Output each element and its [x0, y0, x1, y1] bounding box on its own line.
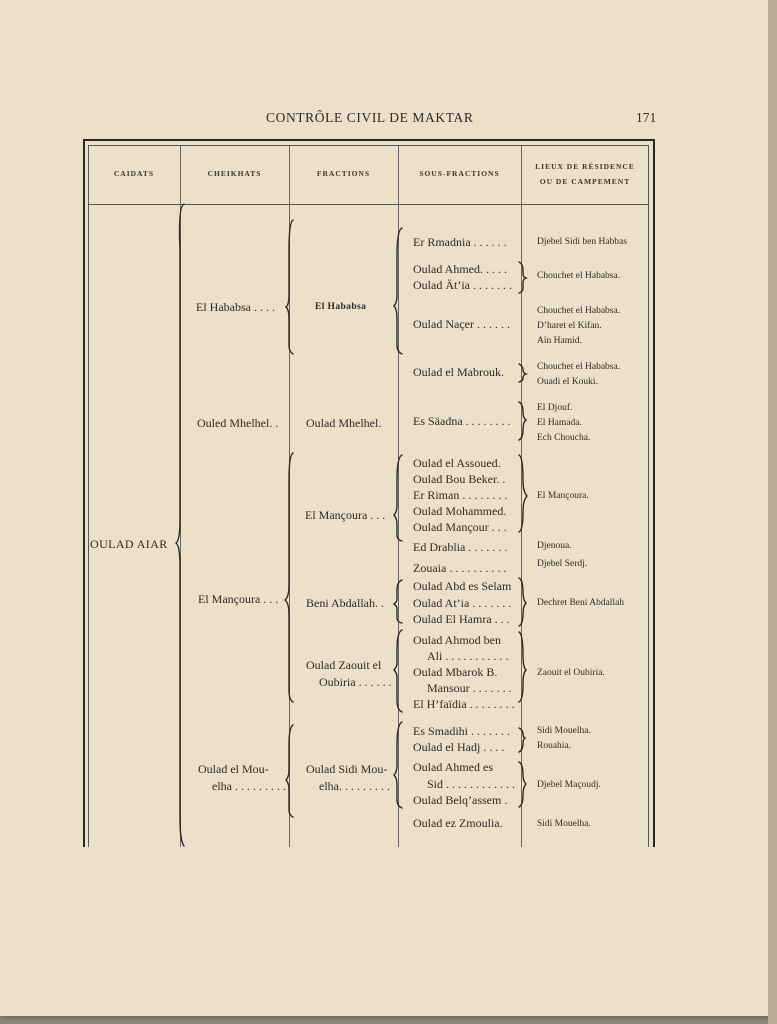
sous-fraction: Oulad el Assoued.: [413, 456, 501, 470]
sous-fraction: Oulad Ahmod ben: [413, 633, 501, 647]
caidat-name: OULAD AIAR: [90, 537, 168, 551]
column-header-sous-fractions: SOUS-FRACTIONS: [419, 169, 500, 179]
sous-fraction: Oulad el Mabrouk.: [413, 365, 504, 379]
running-header: CONTRÔLE CIVIL DE MAKTAR: [266, 110, 474, 125]
lieu: Aïn Hamid.: [537, 336, 582, 346]
lieu: El Hamada.: [537, 418, 582, 428]
sous-fraction: Oulad Belq’assem .: [413, 793, 508, 807]
fraction-name: Oulad Zaouit el: [306, 658, 382, 672]
sous-fraction: Oulad Mançour . . .: [413, 520, 507, 534]
column-header-cheikhats: CHEIKHATS: [207, 169, 262, 179]
sous-fraction: Ed Drablia . . . . . . .: [413, 540, 508, 554]
sous-fraction: El H’faïdia . . . . . . . .: [413, 697, 515, 711]
fraction-name: Oulad Mhelhel.: [306, 416, 382, 430]
sous-fraction: Oulad el Hadj . . . .: [413, 740, 505, 754]
sous-fraction: Oulad Mbarok B.: [413, 665, 498, 679]
brace: [286, 725, 293, 817]
cheikhat-name: El Hababsa . . . .: [196, 300, 275, 314]
fraction-name: Oulad Sidi Mou-: [306, 762, 388, 776]
brace: [394, 228, 402, 354]
sous-fraction: Oulad Ahmed. . . . .: [413, 262, 507, 276]
sous-fraction: Oulad Naçer . . . . . .: [413, 317, 510, 331]
brace: [519, 262, 526, 293]
fraction-name: El Mançoura . . .: [305, 508, 386, 522]
brace: [519, 578, 526, 626]
brace: [519, 728, 525, 752]
column-header-fractions: FRACTIONS: [316, 169, 371, 179]
sous-fraction: Oulad Abd es Selam: [413, 579, 512, 593]
brace: [285, 453, 293, 702]
lieu: Sidi Mouelha.: [537, 819, 591, 829]
sous-fraction: Oulad Mohammed.: [413, 504, 507, 518]
column-header-lieux-line1: LIEUX DE RÉSIDENCE: [535, 162, 635, 172]
lieu: Zaouit el Oubiria.: [537, 668, 605, 678]
sous-fraction: Er Rmadnia . . . . . .: [413, 235, 507, 249]
sous-fraction-cont: Ali . . . . . . . . . . .: [427, 649, 509, 663]
brace: [394, 580, 402, 623]
sous-fraction-cont: Sid . . . . . . . . . . . .: [427, 777, 516, 791]
cheikhat-name: Ouled Mhelhel. .: [197, 416, 279, 430]
column-header-lieux-line2: OU DE CAMPEMENT: [539, 176, 631, 186]
sous-fraction: Es Smadihi . . . . . . .: [413, 724, 511, 738]
brace: [286, 220, 293, 354]
cheikhat-name: Oulad el Mou-: [198, 762, 269, 776]
brace: [394, 455, 402, 541]
sous-fraction: Es Säadna . . . . . . . .: [413, 414, 511, 428]
brace: [519, 762, 526, 807]
lieu: Chouchet el Hababsa.: [537, 271, 621, 281]
brace: [394, 722, 402, 808]
brace: [176, 204, 184, 846]
sous-fraction-cont: Mansour . . . . . . .: [427, 681, 512, 695]
brace: [519, 364, 526, 382]
brace: [519, 402, 526, 440]
fraction-name-cont: elha. . . . . . . . .: [319, 779, 390, 793]
sous-fraction: Oulad El Hamra . . .: [413, 612, 510, 626]
cheikhat-name: El Mançoura . . .: [198, 592, 279, 606]
page-number: 171: [636, 110, 657, 125]
brace: [519, 455, 527, 532]
lieu: Djenoua.: [537, 541, 572, 551]
lieu: Chouchet el Hababsa.: [537, 362, 621, 372]
lieu: El Djouf.: [537, 403, 573, 413]
lieu: Ech Choucha.: [537, 433, 591, 443]
lieu: D’haret el Kifan.: [537, 321, 602, 331]
lieu: Ouadi el Kouki.: [537, 377, 598, 387]
lieu: Dechret Beni Abdallah: [537, 598, 625, 608]
sous-fraction: Oulad Ahmed es: [413, 760, 493, 774]
fraction-name: El Hababsa: [315, 302, 367, 312]
sous-fraction: Er Riman . . . . . . . .: [413, 488, 508, 502]
sous-fraction: Oulad At’ia . . . . . . .: [413, 596, 512, 610]
column-header-caidats: CAIDATS: [113, 169, 155, 179]
sous-fraction: Oulad Bou Beker. .: [413, 472, 506, 486]
lieu: Djebel Serdj.: [537, 559, 588, 569]
lieu: Rouahia.: [537, 741, 572, 751]
fraction-name-cont: Oubiria . . . . . .: [319, 675, 392, 689]
lieu: Chouchet el Hababsa.: [537, 306, 621, 316]
sous-fraction: Oulad Ät’ia . . . . . . .: [413, 278, 512, 292]
lieu: El Mançoura.: [537, 491, 589, 501]
lieu: Djebel Sidi ben Habbas: [537, 237, 627, 247]
sous-fraction: Oulad ez Zmoulia.: [413, 816, 503, 830]
lieu: Djebel Maçoudj.: [537, 780, 601, 790]
cheikhat-name-cont: elha . . . . . . . . .: [212, 779, 286, 793]
fraction-name: Beni Abdallah. .: [306, 596, 384, 610]
lieu: Sidi Mouelha.: [537, 726, 591, 736]
sous-fraction: Zouaia . . . . . . . . . .: [413, 561, 507, 575]
brace: [519, 632, 526, 702]
brace: [394, 630, 402, 712]
